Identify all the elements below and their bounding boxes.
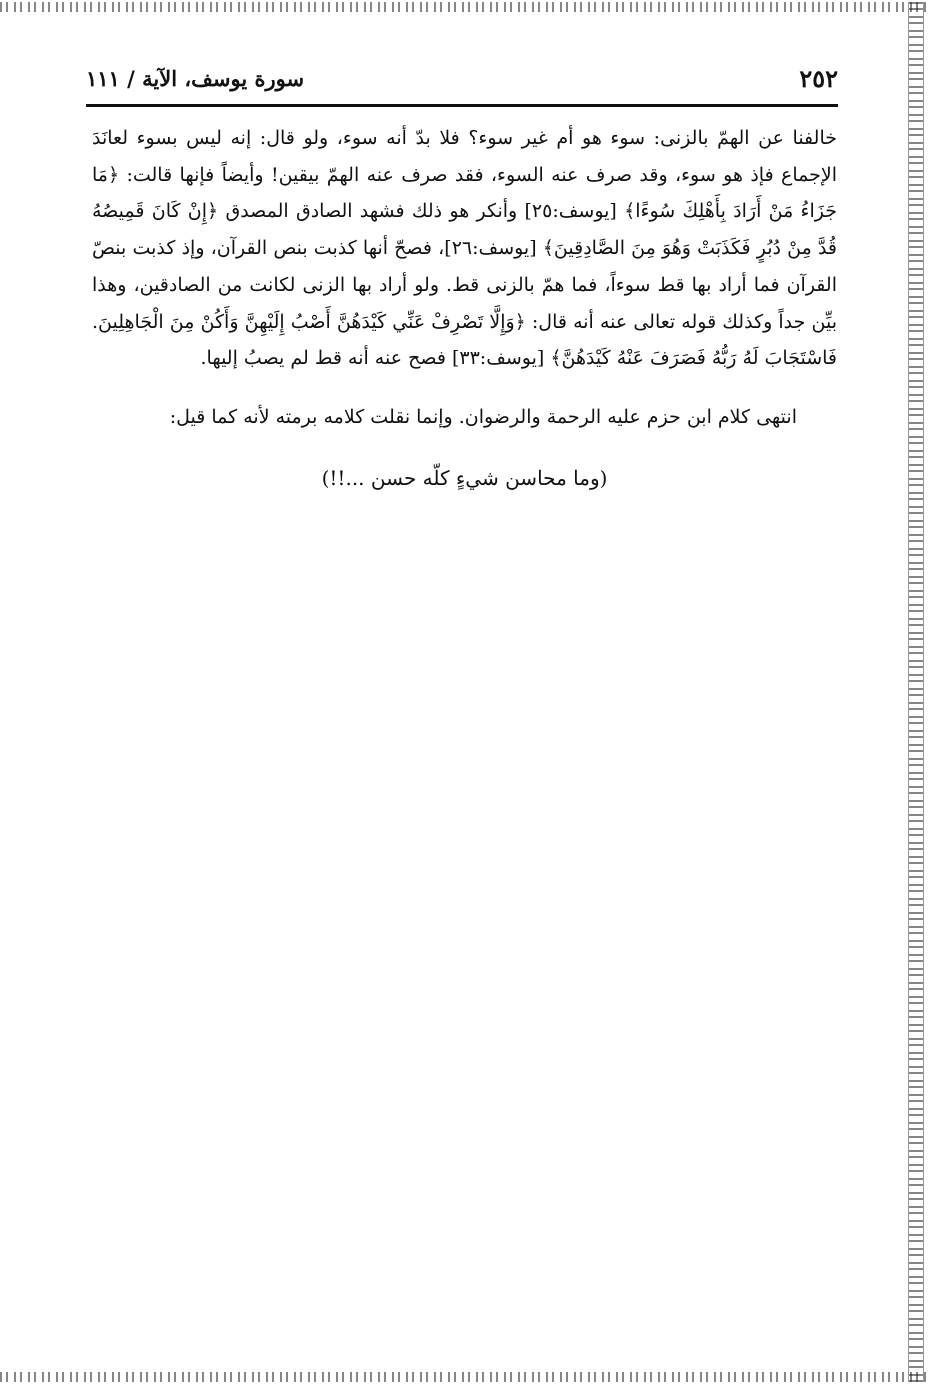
verse-quote: (وما محاسن شيءٍ كلّه حسن ...!!): [321, 465, 608, 490]
right-ornamental-border: [908, 2, 924, 1382]
page-number: ٢٥٢: [799, 63, 838, 93]
bottom-ornamental-border: [0, 1372, 930, 1382]
page-header: [86, 58, 838, 98]
running-title: سورة يوسف، الآية / ١١١: [86, 65, 305, 91]
header-divider: [86, 104, 838, 107]
page-body: [92, 120, 837, 496]
top-ornamental-border: [0, 2, 930, 12]
body-paragraph-1: خالفنا عن الهمّ بالزنى: سوء هو أم غير سوء؟ فلا بدّ أنه سوء، ولو قال: إنه ليس بسوء لعانَدَ الإجماع فإذ هو سوء، وقد صرف عنه السوء، فقد صرف عنه الهمّ بيقين! وأيضاً فإنها قالت: ﴿مَا جَزَاءُ مَنْ أَرَادَ بِأَهْلِكَ سُوءًا﴾ [يوسف:٢٥] وأنكر هو ذلك فشهد الصادق المصدق ﴿إِنْ كَانَ قَمِيصُهُ قُدَّ مِنْ دُبُرٍ فَكَذَبَتْ وَهُوَ مِنَ الصَّادِقِينَ﴾ [يوسف:٢٦]، فصحّ أنها كذبت بنص القرآن، وإذ كذبت بنصّ القرآن فما أراد بها قط سوءاً، فما همّ بالزنى قط. ولو أراد بها الزنى لكانت من الصادقين، وهذا بيِّن جداً وكذلك قوله تعالى عنه أنه قال: ﴿وَإِلَّا تَصْرِفْ عَنِّي كَيْدَهُنَّ أَصْبُ إِلَيْهِنَّ وَأَكُنْ مِنَ الْجَاهِلِينَ. فَاسْتَجَابَ لَهُ رَبُّهُ فَصَرَفَ عَنْهُ كَيْدَهُنَّ﴾ [يوسف:٣٣] فصح عنه أنه قط لم يصبُ إليها.: [92, 127, 838, 370]
body-paragraph-2: انتهى كلام ابن حزم عليه الرحمة والرضوان. وإنما نقلت كلامه برمته لأنه كما قيل:: [169, 405, 797, 428]
